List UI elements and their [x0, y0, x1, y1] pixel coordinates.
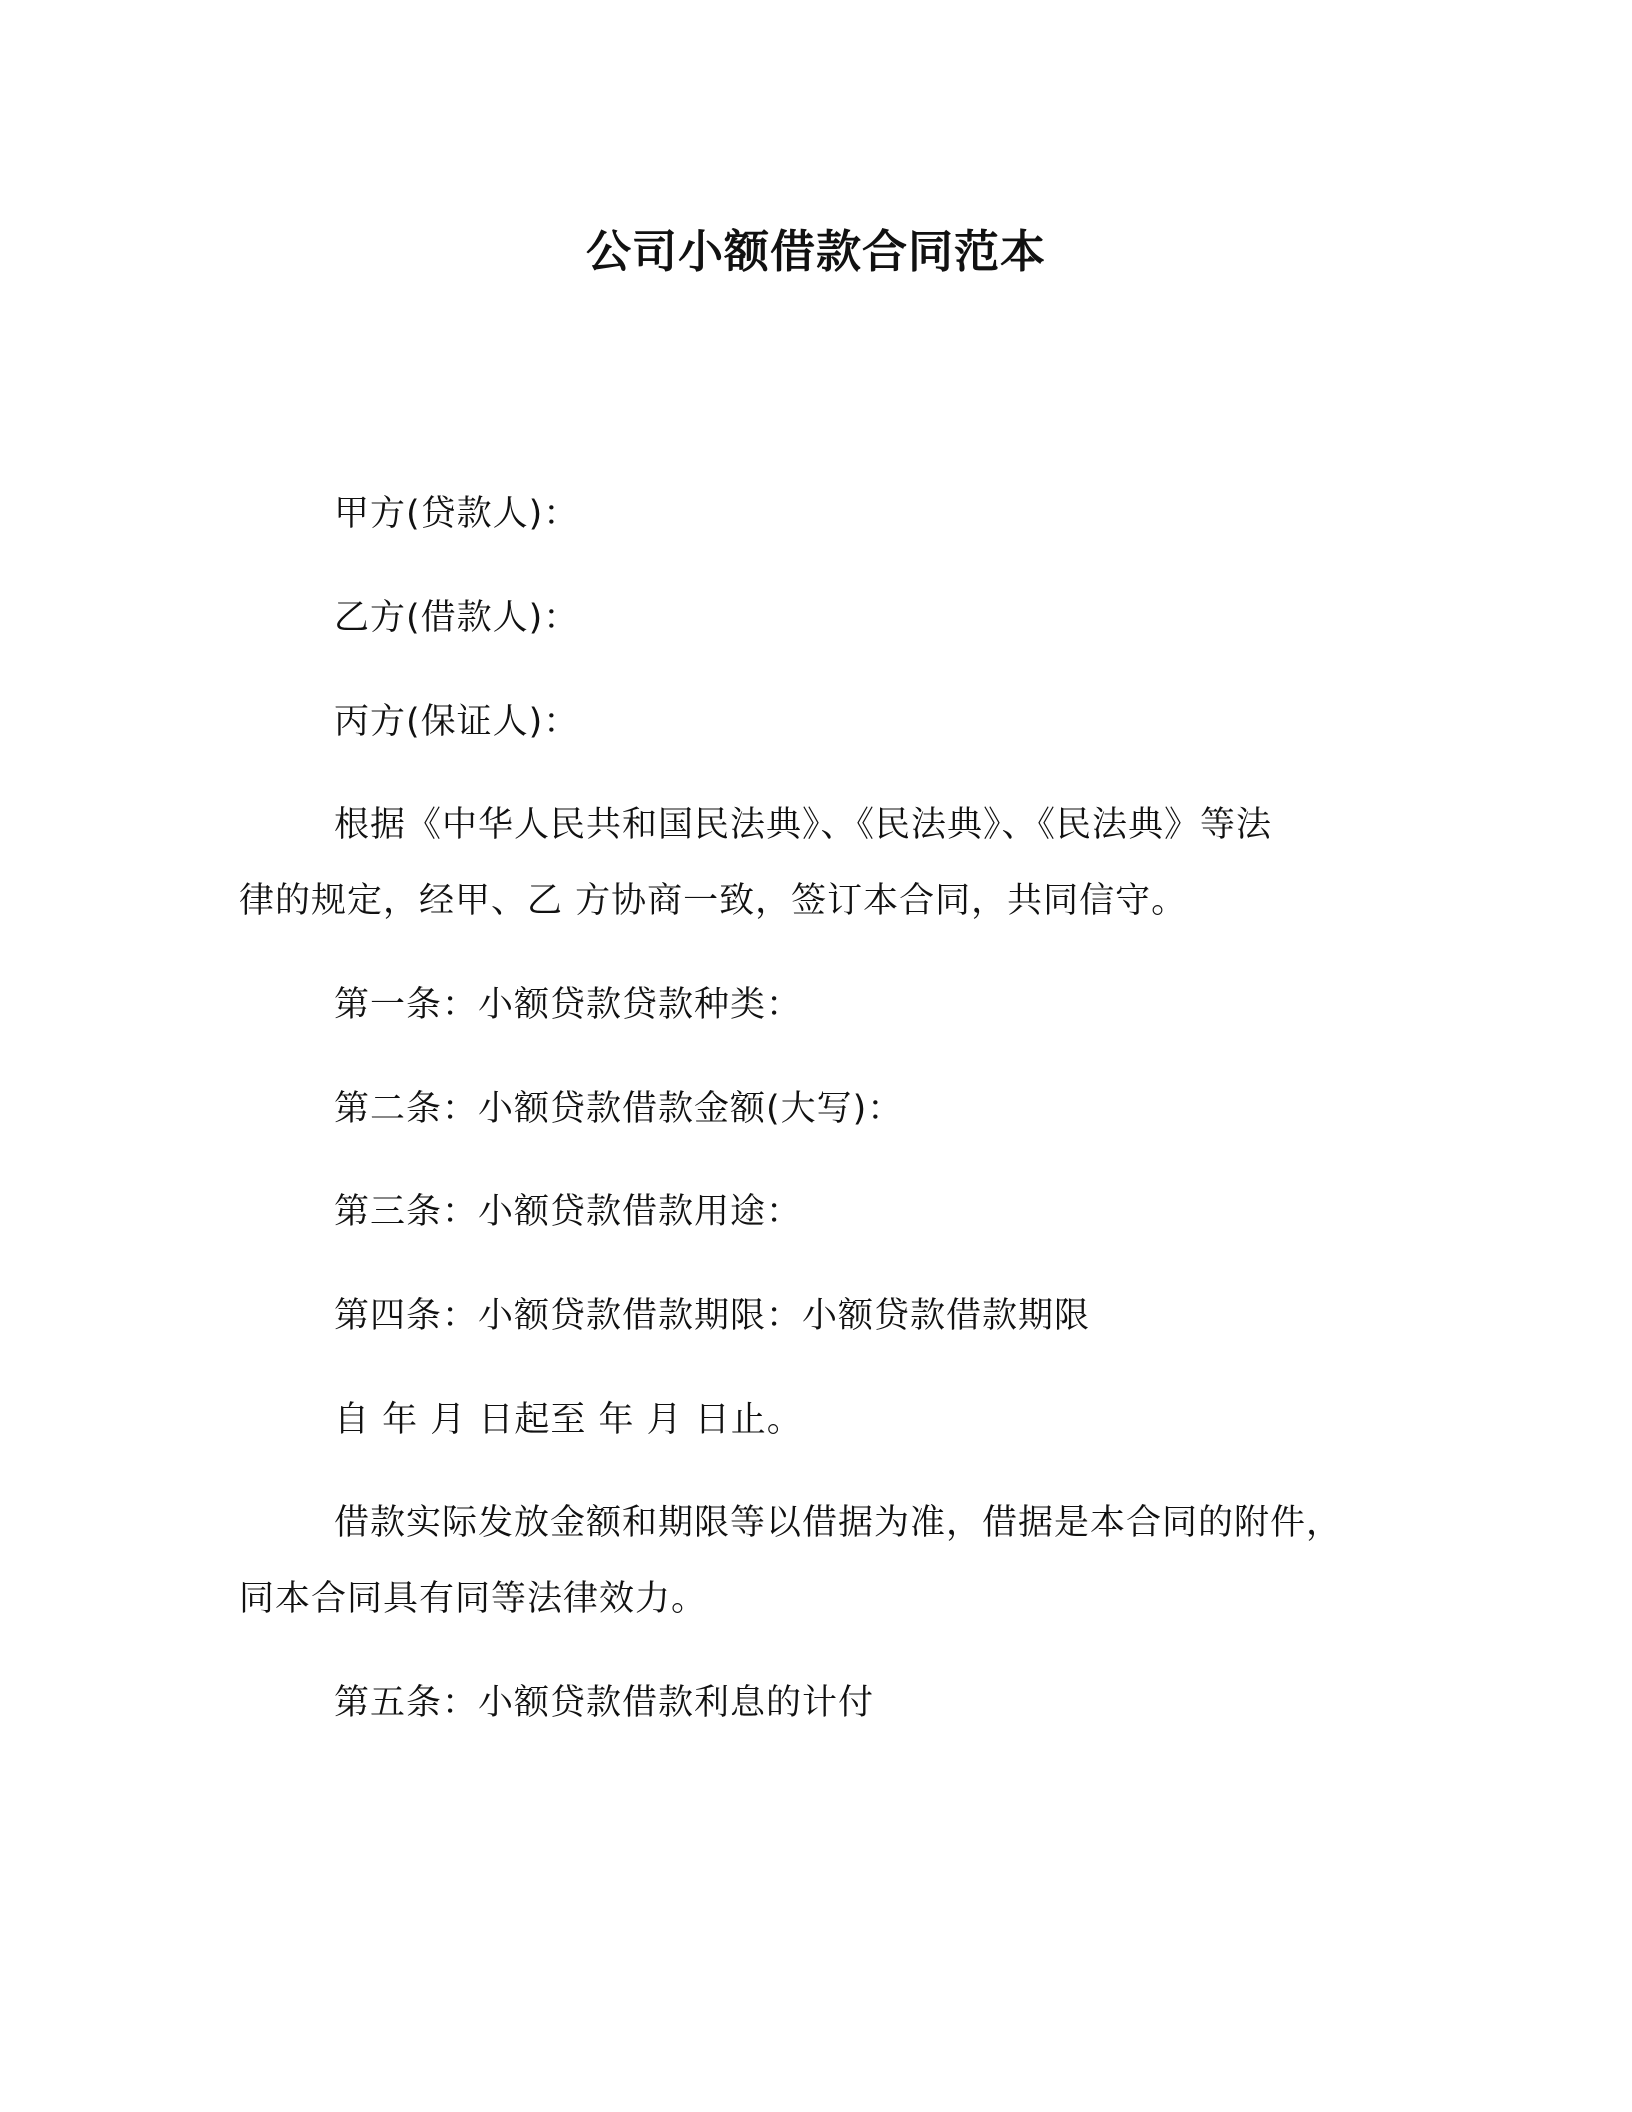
party-a-label: 甲方(贷款人)：: [334, 494, 580, 534]
article-1: 第一条：小额贷款贷款种类：: [334, 985, 803, 1025]
preamble-line-1: 根据《中华人民共和国民法典》、《民法典》、《民法典》等法: [334, 805, 1273, 845]
loan-period: 自 年 月 日起至 年 月 日止。: [334, 1400, 803, 1440]
preamble-line-2: 律的规定，经甲、乙 方协商一致，签订本合同，共同信守。: [239, 881, 1188, 921]
article-4: 第四条：小额贷款借款期限：小额贷款借款期限: [334, 1296, 1091, 1336]
article-3: 第三条：小额贷款借款用途：: [334, 1192, 803, 1232]
article-5: 第五条：小额贷款借款利息的计付: [334, 1683, 875, 1723]
receipt-note-line-2: 同本合同具有同等法律效力。: [239, 1579, 708, 1619]
article-2: 第二条：小额贷款借款金额(大写)：: [334, 1089, 904, 1129]
party-c-label: 丙方(保证人)：: [334, 702, 580, 742]
document-title: 公司小额借款合同范本: [585, 225, 1046, 278]
receipt-note-line-1: 借款实际发放金额和期限等以借据为准，借据是本合同的附件，: [334, 1503, 1343, 1543]
party-b-label: 乙方(借款人)：: [334, 598, 580, 638]
